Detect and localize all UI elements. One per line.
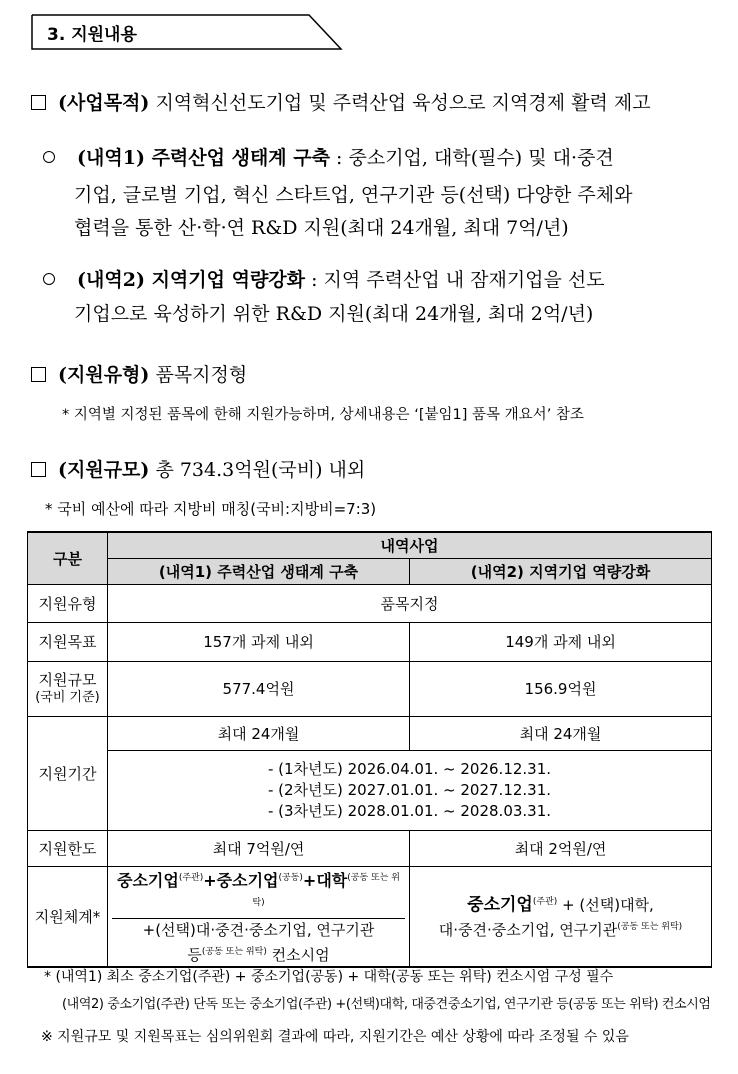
system-col1-line2: +(선택)대·중견·중소기업, 연구기관 — [142, 920, 375, 939]
support-table — [27, 531, 712, 968]
row-label-limit: 지원한도 — [28, 830, 108, 866]
row-label-goal: 지원목표 — [28, 622, 108, 661]
system-col1-line1: 중소기업$^{(주관)}$+중소기업$^{(공동)}$+대학$^{(공동 또는 위탁)}$ — [112, 867, 405, 919]
header-category: 구분 — [28, 532, 108, 584]
type-note: * 지역별 지정된 품목에 한해 지원가능하며, 상세내용은 ‘[붙임1] 품목 개요서’ 참조 — [62, 407, 584, 423]
table-row — [28, 584, 712, 622]
detail1-text: : 중소기업, 대학(필수) 및 대·중견 — [336, 147, 614, 169]
type-text: 품목지정형 — [155, 364, 248, 386]
table-row — [28, 866, 712, 967]
scale-col2: 156.9억원 — [410, 661, 712, 716]
detail2-line1 — [43, 265, 605, 292]
row-label-type: 지원유형 — [28, 584, 108, 622]
checkbox-square-icon — [31, 95, 46, 110]
table-row — [28, 622, 712, 661]
bullet-circle-icon — [43, 273, 55, 285]
table-row — [28, 750, 712, 830]
system-col2 — [410, 866, 712, 967]
purpose-text: 지역혁신선도기업 및 주력산업 육성으로 지역경제 활력 제고 — [155, 92, 651, 114]
detail1-label: (내역1) 주력산업 생태계 구축 — [77, 147, 330, 169]
period-year3: - (3차년도) 2028.01.01. ~ 2028.03.31. — [267, 801, 552, 820]
system-col2-line1: 중소기업$^{(주관)}$ + (선택)대학, — [467, 895, 654, 915]
bullet-circle-icon — [43, 151, 55, 163]
purpose-line — [31, 88, 651, 115]
period-year2: - (2차년도) 2027.01.01. ~ 2027.12.31. — [267, 780, 552, 799]
detail2-line2: 기업으로 육성하기 위한 R&D 지원(최대 24개월, 최대 2억/년) — [74, 303, 594, 325]
table-row — [28, 716, 712, 750]
period-col1: 최대 24개월 — [108, 716, 410, 750]
header-col1: (내역1) 주력산업 생태계 구축 — [108, 558, 410, 584]
purpose-label: (사업목적) — [58, 92, 150, 114]
system-col2-line2: 대·중견·중소기업, 연구기관$^{(공동 또는 위탁)}$ — [438, 921, 683, 939]
scale-label-2: (국비 기준) — [35, 689, 100, 705]
detail1-line3: 협력을 통한 산·학·연 R&D 지원(최대 24개월, 최대 7억/년) — [74, 217, 569, 239]
detail1-line2: 기업, 글로벌 기업, 혁신 스타트업, 연구기관 등(선택) 다양한 주체와 — [74, 184, 633, 206]
system-col1-line3: 등$^{(공동 또는 위탁)}$ 컨소시엄 — [187, 945, 330, 964]
system-sme-lead: 중소기업 — [117, 870, 179, 890]
table-row — [28, 830, 712, 866]
section-header — [31, 14, 341, 50]
goal-col2: 149개 과제 내외 — [410, 622, 712, 661]
type-label: (지원유형) — [58, 364, 150, 386]
system-col1 — [108, 866, 410, 967]
scale-label-1: 지원규모 — [38, 670, 97, 689]
system-univ: 대학 — [316, 870, 348, 890]
scale-col1: 577.4억원 — [108, 661, 410, 716]
goal-col1: 157개 과제 내외 — [108, 622, 410, 661]
header-detail: 내역사업 — [108, 532, 712, 558]
footnote-1: * (내역1) 최소 중소기업(주관) + 중소기업(공동) + 대학(공동 또는 위탁) 컨소시엄 구성 필수 — [44, 969, 614, 985]
scale-note: * 국비 예산에 따라 지방비 매칭(국비:지방비=7:3) — [45, 500, 377, 518]
row-label-system: 지원체계* — [28, 866, 108, 967]
footnote-3: ※ 지원규모 및 지원목표는 심의위원회 결과에 따라, 지원기간은 예산 상황에 따라 조정될 수 있음 — [41, 1029, 629, 1045]
detail1-line1 — [43, 143, 614, 170]
type-value: 품목지정 — [108, 584, 712, 622]
limit-col1: 최대 7억원/연 — [108, 830, 410, 866]
detail2-text: : 지역 주력산업 내 잠재기업을 선도 — [311, 269, 605, 291]
table-row — [28, 661, 712, 716]
checkbox-square-icon — [31, 462, 46, 477]
header-col2: (내역2) 지역기업 역량강화 — [410, 558, 712, 584]
checkbox-square-icon — [31, 367, 46, 382]
scale-label: (지원규모) — [58, 459, 150, 481]
period-col2: 최대 24개월 — [410, 716, 712, 750]
detail2-label: (내역2) 지역기업 역량강화 — [77, 269, 306, 291]
section-title: 3. 지원내용 — [47, 25, 137, 45]
scale-text: 총 734.3억원(국비) 내외 — [155, 459, 366, 481]
limit-col2: 최대 2억원/연 — [410, 830, 712, 866]
footnote-2: (내역2) 중소기업(주관) 단독 또는 중소기업(주관) +(선택)대학, 대중견중소기업, 연구기관 등(공동 또는 위탁) 컨소시엄 — [62, 997, 711, 1012]
system-sme-joint: 중소기업 — [216, 870, 279, 890]
row-label-scale — [28, 661, 108, 716]
period-years — [108, 750, 712, 830]
scale-line — [31, 455, 365, 482]
row-label-period: 지원기간 — [28, 716, 108, 830]
type-line — [31, 360, 247, 387]
period-year1: - (1차년도) 2026.04.01. ~ 2026.12.31. — [267, 759, 552, 778]
